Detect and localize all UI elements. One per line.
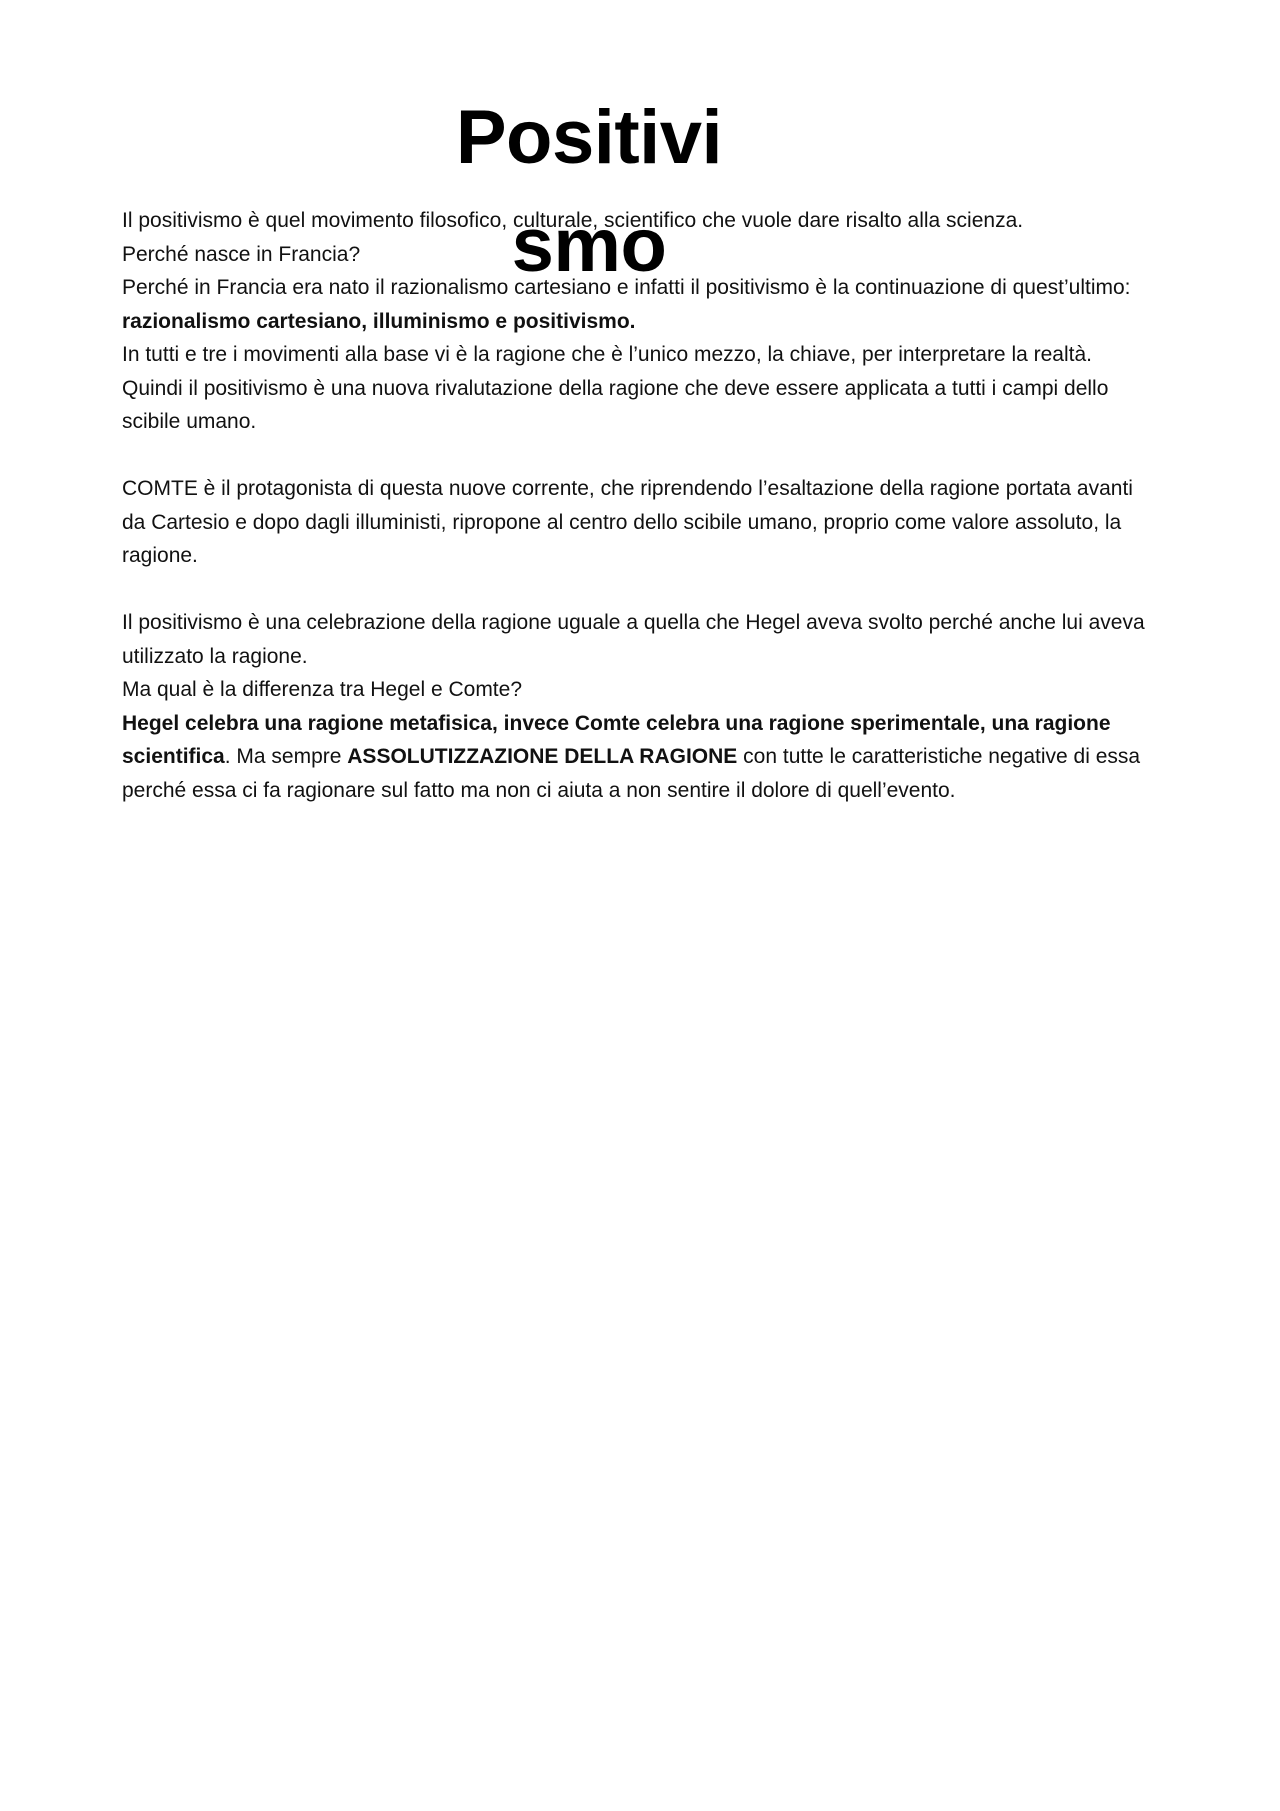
paragraph: Il positivismo è quel movimento filosofico, culturale, scientifico che vuole dare risalto alla scienza. xyxy=(122,209,1024,232)
blank-line xyxy=(122,573,1162,607)
paragraph: COMTE è il protagonista di questa nuove corrente, che riprendendo l’esaltazione della ragione portata avanti da Cartesio e dopo dagli illuministi, ripropone al centro dello scibile umano, proprio come valore assoluto, la ragione. xyxy=(122,477,1133,567)
paragraph-text: con tutte le caratteristiche negative di essa perché essa ci fa ragionare sul fatto ma non ci aiuta a non sentire il dolore di quell’evento. xyxy=(122,745,1141,802)
paragraph xyxy=(122,707,1162,808)
paragraph-text: . Ma sempre xyxy=(224,745,348,768)
paragraph-bold-text: ASSOLUTIZZAZIONE DELLA RAGIONE xyxy=(347,745,738,768)
paragraph: Il positivismo è una celebrazione della ragione uguale a quella che Hegel aveva svolto perché anche lui aveva utilizzato la ragione. xyxy=(122,611,1145,668)
blank-line xyxy=(122,439,1162,473)
title-line-2: mo xyxy=(553,203,667,288)
paragraph-text: Perché in Francia era nato il razionalismo cartesiano e infatti il positivismo è la continuazione di quest’ultimo: xyxy=(122,276,1131,299)
paragraph: Perché nasce in Francia? xyxy=(122,242,361,266)
paragraph-bold-text: razionalismo cartesiano, illuminismo e positivismo. xyxy=(122,309,636,333)
paragraph: Quindi il positivismo è una nuova rivalutazione della ragione che deve essere applicata a tutti i campi dello scibile umano. xyxy=(122,376,1109,433)
title-line-1: Positivis xyxy=(455,95,723,288)
document-title xyxy=(444,84,734,300)
paragraph-bold-text: Hegel celebra una ragione metafisica, invece Comte celebra una ragione sperimentale, una ragione scientifica xyxy=(122,711,1111,768)
paragraph: Ma qual è la differenza tra Hegel e Comte? xyxy=(122,678,523,701)
paragraph: In tutti e tre i movimenti alla base vi è la ragione che è l’unico mezzo, la chiave, per interpretare la realtà. xyxy=(122,343,1092,366)
